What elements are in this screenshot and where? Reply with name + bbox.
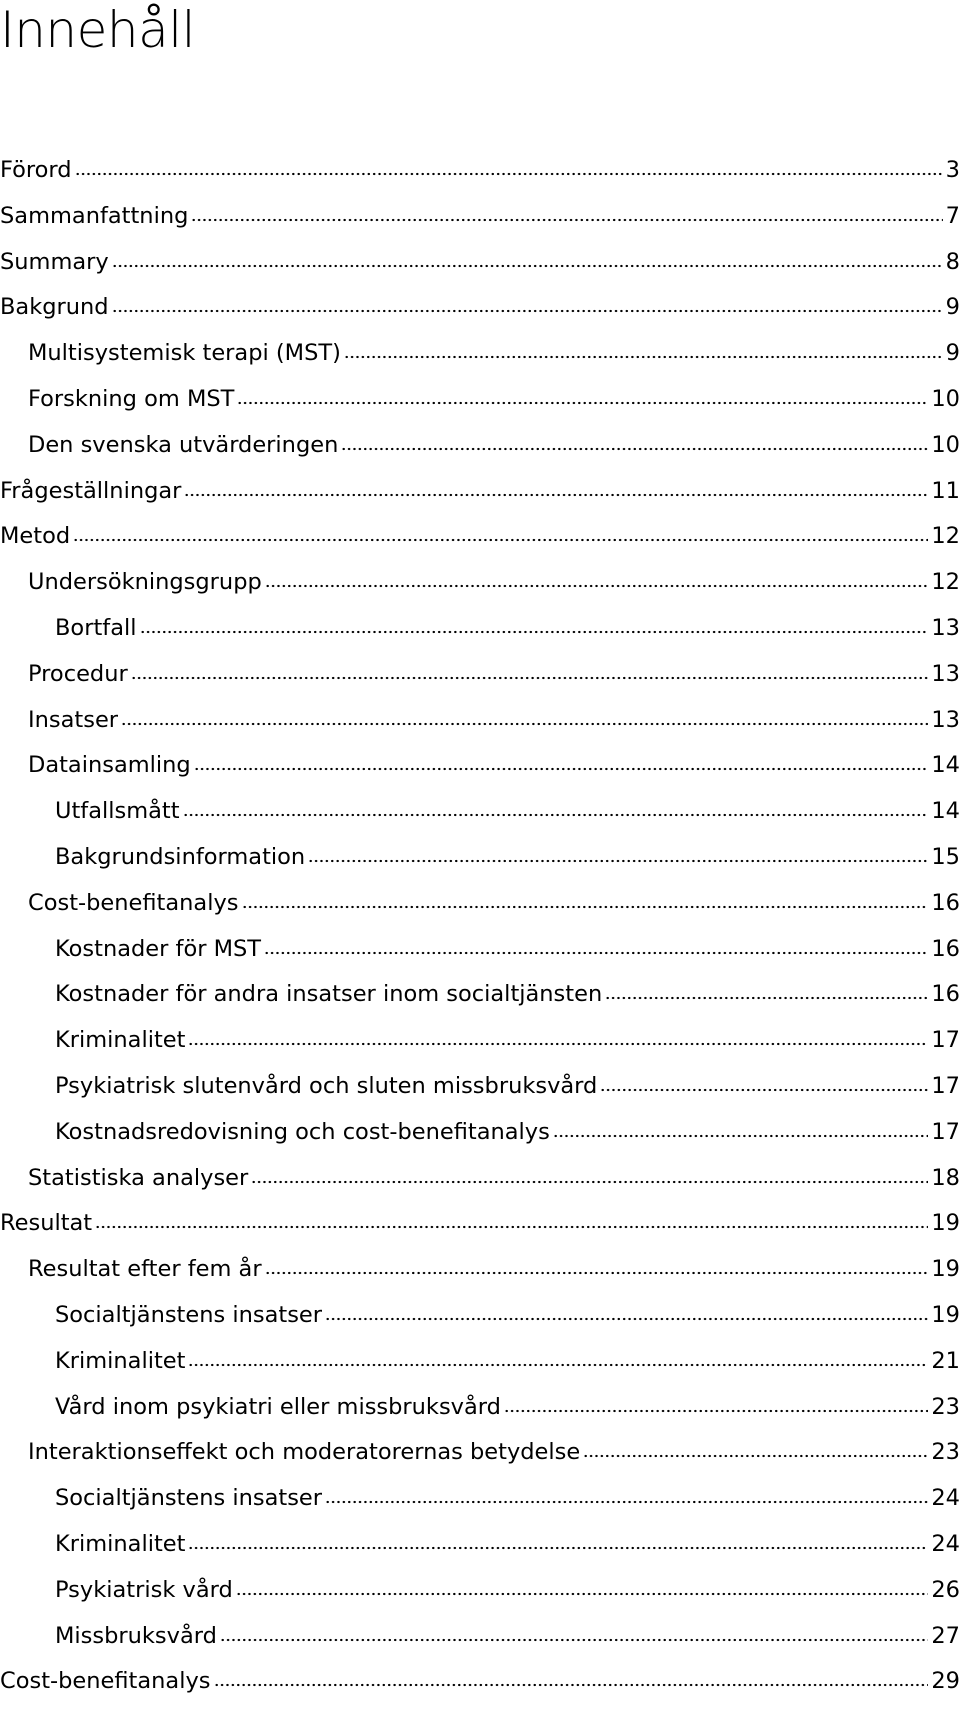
toc-dot-leader (325, 1317, 928, 1321)
toc-entry-page-number: 24 (931, 1485, 960, 1512)
toc-entry[interactable] (0, 473, 960, 519)
toc-entry-label: Utfallsmått (55, 798, 180, 825)
toc-entry-page-number: 23 (931, 1439, 960, 1466)
toc-dot-leader (605, 996, 928, 1000)
toc-entry-line (28, 427, 960, 463)
toc-entry[interactable] (0, 244, 960, 290)
toc-entry-line (28, 381, 960, 417)
toc-entry-line (0, 244, 960, 280)
toc-dot-leader (504, 1409, 928, 1413)
toc-entry[interactable] (0, 1022, 960, 1068)
toc-entry-line (28, 747, 960, 783)
toc-entry-line (55, 1618, 960, 1654)
toc-entry-page-number: 17 (931, 1027, 960, 1054)
toc-entry-label: Cost-benefitanalys (0, 1668, 211, 1695)
toc-dot-leader (220, 1638, 928, 1642)
toc-dot-leader (265, 1271, 929, 1275)
toc-entry-page-number: 24 (931, 1530, 960, 1557)
toc-entry-label: Bakgrund (0, 294, 109, 321)
toc-entry-line (0, 473, 960, 509)
toc-entry-line (55, 793, 960, 829)
toc-entry[interactable] (0, 1297, 960, 1343)
toc-dot-leader (264, 951, 928, 955)
toc-entry[interactable] (0, 518, 960, 564)
toc-entry-page-number: 10 (931, 385, 960, 412)
toc-dot-leader (265, 584, 929, 588)
toc-entry-label: Den svenska utvärderingen (28, 431, 339, 458)
toc-entry[interactable] (0, 564, 960, 610)
toc-entry-line (55, 839, 960, 875)
toc-entry[interactable] (0, 289, 960, 335)
toc-entry-label: Sammanfattning (0, 202, 189, 229)
toc-entry[interactable] (0, 1618, 960, 1664)
toc-dot-leader (121, 722, 928, 726)
toc-entry-page-number: 21 (931, 1347, 960, 1374)
toc-entry-line (0, 1663, 960, 1699)
toc-dot-leader (341, 447, 928, 451)
toc-dot-leader (188, 1042, 928, 1046)
toc-dot-leader (188, 1363, 928, 1367)
toc-entry-page-number: 13 (931, 614, 960, 641)
toc-entry-label: Kostnader för andra insatser inom socialtjänsten (55, 981, 603, 1008)
toc-entry-page-number: 17 (931, 1072, 960, 1099)
toc-entry-label: Socialtjänstens insatser (55, 1485, 323, 1512)
toc-entry[interactable] (0, 152, 960, 198)
toc-entry-label: Multisystemisk terapi (MST) (28, 340, 341, 367)
toc-entry-line (0, 152, 960, 188)
toc-dot-leader (73, 538, 928, 542)
toc-entry-label: Resultat (0, 1210, 93, 1237)
toc-entry-page-number: 13 (931, 660, 960, 687)
toc-dot-leader (112, 264, 943, 268)
toc-dot-leader (194, 767, 929, 771)
toc-entry-page-number: 19 (931, 1256, 960, 1283)
toc-entry-page-number: 9 (945, 340, 960, 367)
toc-entry-label: Insatser (28, 706, 119, 733)
toc-entry-label: Kostnadsredovisning och cost-benefitanalys (55, 1118, 550, 1145)
toc-entry[interactable] (0, 1160, 960, 1206)
toc-entry-line (28, 1160, 960, 1196)
toc-entry-line (55, 1022, 960, 1058)
toc-entry-line (55, 1297, 960, 1333)
toc-entry[interactable] (0, 427, 960, 473)
toc-entry-line (55, 1389, 960, 1425)
toc-entry-page-number: 9 (945, 294, 960, 321)
toc-entry-page-number: 23 (931, 1393, 960, 1420)
toc-dot-leader (112, 309, 943, 313)
toc-entry-line (0, 518, 960, 554)
toc-entry-label: Frågeställningar (0, 477, 182, 504)
toc-entry-label: Summary (0, 248, 109, 275)
toc-entry-line (55, 1526, 960, 1562)
toc-entry-label: Undersökningsgrupp (28, 569, 262, 596)
toc-dot-leader (188, 1546, 928, 1550)
toc-entry-line (28, 1251, 960, 1287)
toc-dot-leader (184, 493, 928, 497)
toc-entry[interactable] (0, 198, 960, 244)
toc-dot-leader (183, 813, 929, 817)
toc-entry-label: Bortfall (55, 614, 137, 641)
toc-entry-page-number: 14 (931, 798, 960, 825)
table-of-contents (0, 152, 960, 1709)
toc-entry-page-number: 19 (931, 1210, 960, 1237)
toc-dot-leader (140, 630, 929, 634)
toc-dot-leader (308, 859, 928, 863)
toc-entry-page-number: 15 (931, 843, 960, 870)
toc-entry[interactable] (0, 976, 960, 1022)
toc-entry-line (0, 289, 960, 325)
page-title: Innehåll (0, 1, 195, 59)
toc-dot-leader (600, 1088, 928, 1092)
toc-entry-line (55, 610, 960, 646)
toc-entry-label: Socialtjänstens insatser (55, 1301, 323, 1328)
toc-dot-leader (237, 401, 928, 405)
toc-entry[interactable] (0, 335, 960, 381)
toc-entry[interactable] (0, 656, 960, 702)
toc-entry-line (28, 564, 960, 600)
toc-entry-label: Bakgrundsinformation (55, 843, 306, 870)
toc-entry-label: Förord (0, 157, 72, 183)
toc-entry-line (28, 885, 960, 921)
toc-entry-label: Resultat efter fem år (28, 1256, 262, 1283)
toc-dot-leader (242, 905, 929, 909)
toc-entry-page-number: 29 (931, 1668, 960, 1695)
toc-entry[interactable] (0, 1251, 960, 1297)
toc-entry[interactable] (0, 1526, 960, 1572)
toc-entry-page-number: 17 (931, 1118, 960, 1145)
toc-entry-label: Kostnader för MST (55, 935, 262, 962)
toc-entry[interactable] (0, 931, 960, 977)
toc-entry-line (0, 1205, 960, 1241)
toc-entry-page-number: 12 (931, 523, 960, 550)
toc-entry-page-number: 18 (931, 1164, 960, 1191)
toc-entry[interactable] (0, 702, 960, 748)
toc-entry[interactable] (0, 1068, 960, 1114)
toc-dot-leader (251, 1180, 928, 1184)
toc-entry-label: Missbruksvård (55, 1622, 217, 1649)
toc-dot-leader (325, 1500, 928, 1504)
toc-dot-leader (344, 355, 943, 359)
toc-entry-label: Metod (0, 523, 71, 550)
toc-dot-leader (214, 1683, 929, 1687)
toc-entry-line (28, 656, 960, 692)
toc-entry-page-number: 10 (931, 431, 960, 458)
toc-dot-leader (236, 1592, 929, 1596)
toc-entry[interactable] (0, 1205, 960, 1251)
toc-entry-label: Psykiatrisk slutenvård och sluten missbruksvård (55, 1072, 598, 1099)
toc-entry-line (55, 1572, 960, 1608)
toc-entry-label: Statistiska analyser (28, 1164, 249, 1191)
toc-entry-line (55, 976, 960, 1012)
toc-entry-page-number: 16 (931, 935, 960, 962)
toc-entry-page-number: 16 (931, 981, 960, 1008)
toc-entry[interactable] (0, 747, 960, 793)
toc-entry-label: Procedur (28, 660, 128, 687)
toc-entry[interactable] (0, 793, 960, 839)
toc-dot-leader (75, 172, 943, 176)
toc-entry-label: Interaktionseffekt och moderatorernas betydelse (28, 1439, 581, 1466)
toc-dot-leader (553, 1134, 929, 1138)
toc-entry[interactable] (0, 1389, 960, 1435)
toc-entry[interactable] (0, 610, 960, 656)
toc-entry[interactable] (0, 1434, 960, 1480)
toc-entry-label: Kriminalitet (55, 1530, 186, 1557)
toc-entry-label: Psykiatrisk vård (55, 1576, 233, 1603)
toc-entry-page-number: 13 (931, 706, 960, 733)
toc-entry[interactable] (0, 839, 960, 885)
toc-entry[interactable] (0, 1114, 960, 1160)
toc-entry-label: Vård inom psykiatri eller missbruksvård (55, 1393, 501, 1420)
toc-entry-line (55, 1068, 960, 1104)
toc-entry-label: Forskning om MST (28, 385, 235, 412)
toc-entry-page-number: 19 (931, 1301, 960, 1328)
toc-dot-leader (131, 676, 929, 680)
toc-entry-line (55, 1114, 960, 1150)
toc-entry-page-number: 16 (931, 889, 960, 916)
toc-entry-page-number: 7 (945, 202, 960, 229)
toc-entry-line (28, 702, 960, 738)
toc-entry-line (55, 1480, 960, 1516)
toc-entry-page-number: 11 (931, 477, 960, 504)
toc-entry-page-number: 27 (931, 1622, 960, 1649)
toc-entry-page-number: 14 (931, 752, 960, 779)
toc-dot-leader (191, 218, 942, 222)
toc-entry-page-number: 3 (945, 157, 960, 183)
toc-entry-label: Kriminalitet (55, 1347, 186, 1374)
toc-entry-line (28, 335, 960, 371)
toc-entry[interactable] (0, 1480, 960, 1526)
toc-entry-line (55, 931, 960, 967)
toc-dot-leader (583, 1454, 928, 1458)
toc-dot-leader (95, 1225, 928, 1229)
toc-entry-label: Kriminalitet (55, 1027, 186, 1054)
toc-entry-line (55, 1343, 960, 1379)
toc-entry-page-number: 26 (931, 1576, 960, 1603)
toc-entry[interactable] (0, 885, 960, 931)
toc-entry-line (0, 198, 960, 234)
toc-entry-page-number: 8 (945, 248, 960, 275)
toc-entry[interactable] (0, 1343, 960, 1389)
toc-entry[interactable] (0, 1572, 960, 1618)
toc-entry-label: Datainsamling (28, 752, 191, 779)
toc-entry-page-number: 12 (931, 569, 960, 596)
toc-entry[interactable] (0, 1663, 960, 1709)
toc-entry-label: Cost-benefitanalys (28, 889, 239, 916)
toc-entry[interactable] (0, 381, 960, 427)
toc-entry-line (28, 1434, 960, 1470)
